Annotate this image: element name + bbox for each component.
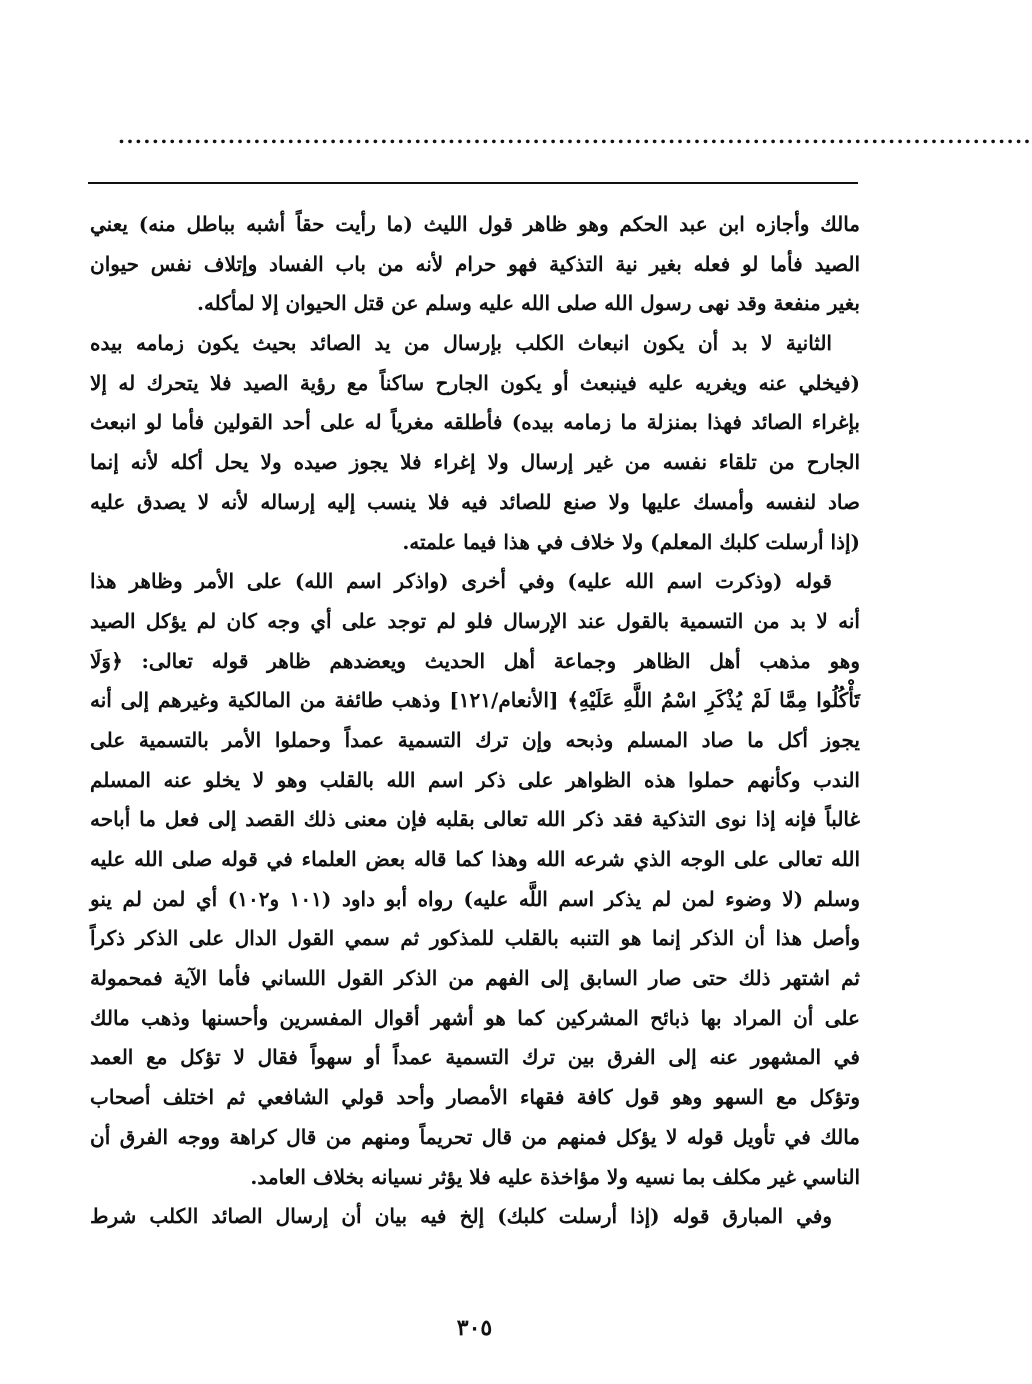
text-line: (فيخلي عنه ويغريه عليه فينبعث أو يكون الجارح ساكناً مع رؤية الصيد فلا يتحرك له إلا [90,370,860,395]
header-rule [88,182,858,184]
text-line: تَأْكُلُوا مِمَّا لَمْ يُذْكَرِ اسْمُ اللَّهِ عَلَيْهِ﴾ [الأنعام/١٢١] وذهب طائفة من المالكية وغيرهم إلى أنه [90,688,860,713]
text-line: غالباً فإنه إذا نوى التذكية فقد ذكر الله تعالى بقلبه فإن معنى ذلك القصد إلى فعل ما أباحه [90,807,860,832]
header-dotted-line: ............................................................................................................ [118,124,1032,148]
text-line: (إذا أرسلت كلبك المعلم) ولا خلاف في هذا فيما علمته. [402,529,860,554]
text-line: وأصل هذا أن الذكر إنما هو التنبه بالقلب للمذكور ثم سمي القول الدال على الذكر ذكراً [90,926,860,951]
text-line: في المشهور عنه إلى الفرق بين ترك التسمية عمداً أو سهواً فقال لا تؤكل مع العمد [90,1045,860,1070]
text-line: أنه لا بد من التسمية بالقول عند الإرسال فلو لم توجد على أي وجه كان لم يؤكل الصيد [90,608,860,633]
text-line: وتؤكل مع السهو وهو قول كافة فقهاء الأمصار وأحد قولي الشافعي ثم اختلف أصحاب [90,1085,860,1110]
text-line: قوله (وذكرت اسم الله عليه) وفي أخرى (واذكر اسم الله) على الأمر وظاهر هذا [90,569,832,594]
text-line: الناسي غير مكلف بما نسيه ولا مؤاخذة عليه فلا يؤثر نسيانه بخلاف العامد. [250,1164,860,1189]
page-body [90,205,860,1237]
text-line: الندب وكأنهم حملوا هذه الظواهر على ذكر اسم الله بالقلب وهو لا يخلو عنه المسلم [90,767,860,792]
text-line: يجوز أكل ما صاد المسلم وذبحه وإن ترك التسمية عمداً وحملوا الأمر بالتسمية على [90,727,860,752]
text-line: مالك وأجازه ابن عبد الحكم وهو ظاهر قول الليث (ما رأيت حقاً أشبه بباطل منه) يعني [90,212,860,236]
text-line: على أن المراد بها ذبائح المشركين كما هو أشهر أقوال المفسرين وأحسنها وذهب مالك [90,1005,860,1030]
text-line: بغير منفعة وقد نهى رسول الله صلى الله عليه وسلم عن قتل الحيوان إلا لمأكله. [197,291,860,316]
text-line: وسلم (لا وضوء لمن لم يذكر اسم اللَّه عليه) رواه أبو داود (١٠١ و١٠٢) أي لمن لم ينو [90,886,860,911]
text-line: الصيد فأما لو فعله بغير نية التذكية فهو حرام لأنه من باب الفساد وإتلاف نفس حيوان [90,251,860,276]
text-line: مالك في تأويل قوله لا يؤكل فمنهم من قال تحريماً ومنهم من قال كراهة ووجه الفرق أن [90,1124,860,1149]
text-line: ثم اشتهر ذلك حتى صار السابق إلى الفهم من الذكر القول اللساني فأما الآية فمحمولة [90,966,860,991]
text-line: الجارح من تلقاء نفسه من غير إرسال ولا إغراء فلا يجوز صيده ولا يحل أكله لأنه إنما [90,450,860,475]
text-line: وهو مذهب أهل الظاهر وجماعة أهل الحديث ويعضدهم ظاهر قوله تعالى: ﴿وَلَا [90,648,861,673]
text-line: صاد لنفسه وأمسك عليها ولا صنع للصائد فيه فلا ينسب إليه إرساله لأنه لا يصدق عليه [90,489,860,514]
text-line: بإغراء الصائد فهذا بمنزلة ما زمامه بيده) فأطلقه مغرياً له على أحد القولين فأما لو انبعث [90,410,860,435]
text-line: وفي المبارق قوله (إذا أرسلت كلبك) إلخ فيه بيان أن إرسال الصائد الكلب شرط [90,1204,832,1229]
page-number: ٣٠٥ [456,1315,493,1341]
text-line: الله تعالى على الوجه الذي شرعه الله وهذا كما قاله بعض العلماء في قوله صلى الله عليه [90,847,860,871]
text-line: الثانية لا بد أن يكون انبعاث الكلب بإرسال من يد الصائد بحيث يكون زمامه بيده [90,331,832,356]
